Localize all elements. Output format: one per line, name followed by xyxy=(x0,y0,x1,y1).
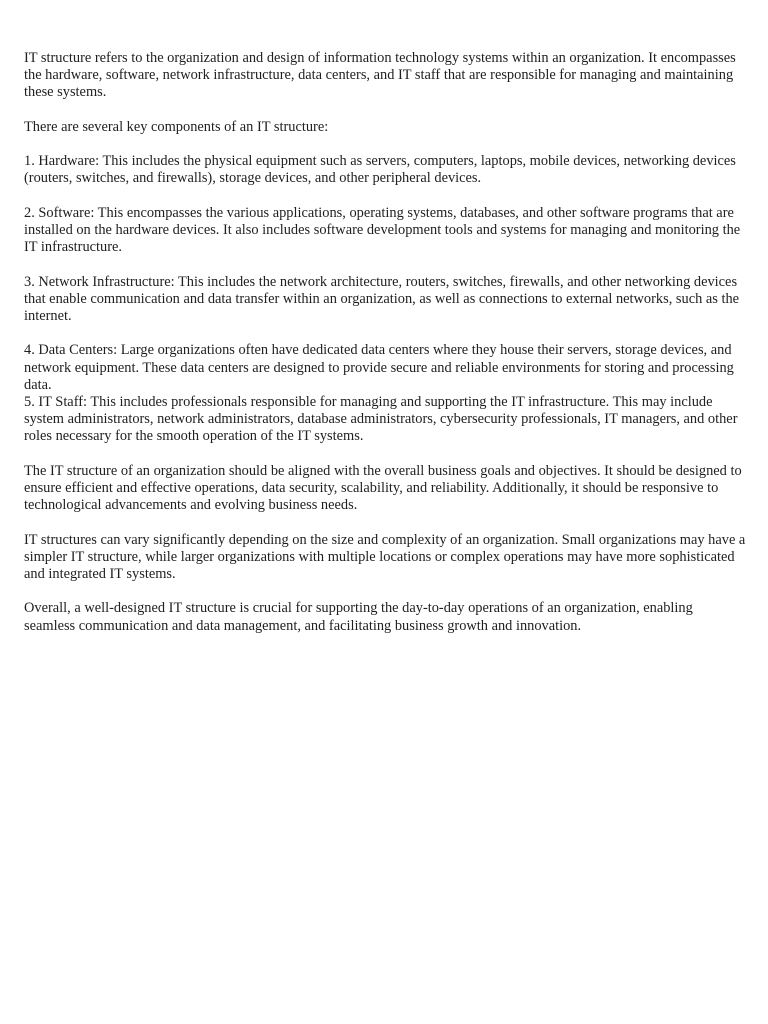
components-heading-paragraph: There are several key components of an IT structure: xyxy=(24,118,329,135)
hardware-paragraph: 1. Hardware: This includes the physical equipment such as servers, computers, laptops, mobile devices, networking devices (routers, switches, and firewalls), storage devices, and other peripheral devices. xyxy=(24,153,736,187)
data-centers-paragraph: 4. Data Centers: Large organizations often have dedicated data centers where they house their servers, storage devices, and network equipment. These data centers are designed to provide secure and reliable environments for storing and processing data. xyxy=(24,342,734,393)
document-page xyxy=(24,50,746,652)
software-paragraph: 2. Software: This encompasses the various applications, operating systems, databases, and other software programs that are installed on the hardware devices. It also includes software development tools and systems for managing and monitoring the IT infrastructure. xyxy=(24,204,741,256)
intro-paragraph: IT structure refers to the organization and design of information technology systems within an organization. It encompasses the hardware, software, network infrastructure, data centers, and IT staff that are responsible for managing and maintaining these systems. xyxy=(24,50,736,101)
it-staff-paragraph: 5. IT Staff: This includes professionals responsible for managing and supporting the IT infrastructure. This may include system administrators, network administrators, database administrators, cybersecurity professionals, IT managers, and other roles necessary for the smooth operation of the IT systems. xyxy=(24,393,738,445)
network-paragraph: 3. Network Infrastructure: This includes the network architecture, routers, switches, firewalls, and other networking devices that enable communication and data transfer within an organization, as well as connections to external networks, such as the internet. xyxy=(24,273,740,324)
conclusion-paragraph: Overall, a well-designed IT structure is crucial for supporting the day-to-day operations of an organization, enabling seamless communication and data management, and facilitating business growth and innovation. xyxy=(24,600,693,634)
alignment-paragraph: The IT structure of an organization should be aligned with the overall business goals and objectives. It should be designed to ensure efficient and effective operations, data security, scalability, and reliability. Additionally, it should be responsive to technological advancements and evolving business needs. xyxy=(24,462,742,514)
variation-paragraph: IT structures can vary significantly depending on the size and complexity of an organization. Small organizations may have a simpler IT structure, while larger organizations with multiple locations or complex operations may have more sophisticated and integrated IT systems. xyxy=(24,531,746,582)
